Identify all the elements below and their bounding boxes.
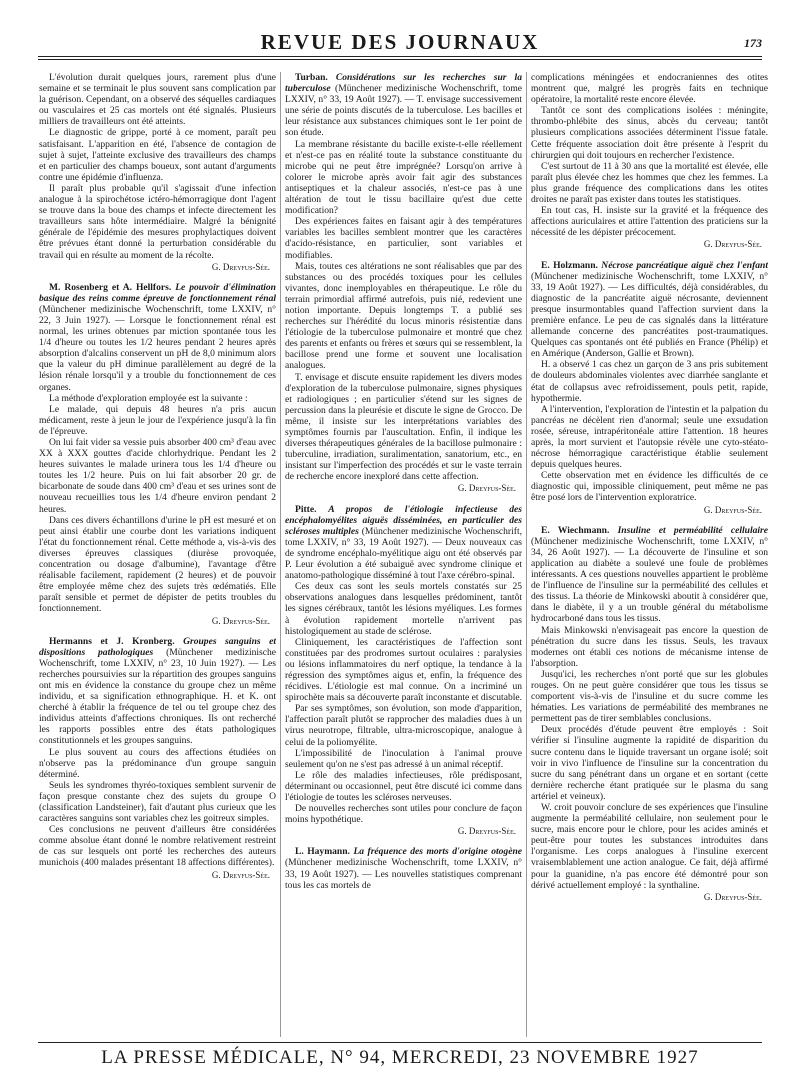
paragraph: En tout cas, H. insiste sur la gravité et la fréquence des affections auriculaires et attire l'attention des praticiens sur la nécessité de les dépister précocement. bbox=[531, 205, 768, 239]
paragraph: W. croit pouvoir conclure de ses expériences que l'insuline augmente la perméabilité cellulaire, non seulement pour le sucre, mais encore pour le chlore, pour les acides aminés et peut-être pour toutes les substances introduites dans l'organisme. Les corps analogues à l'insuline exercent vraisemblablement une action analogue. Ce fait, déjà affirmé pour la guanidine, n'a pas encore été démontré pour son dérivé actuellement employé : la synthaline. bbox=[531, 802, 768, 891]
article-author: M. Rosenberg et A. Hellfors. bbox=[49, 281, 172, 293]
article-title: A propos de l'étiologie infectieuse des encéphalomyélites aiguës disséminées, en particulier des scléroses multiples bbox=[285, 503, 522, 537]
article-wiechmann bbox=[531, 525, 768, 903]
paragraph: complications méningées et endocraniennes des otites montrent que, malgré les progrès faits en technique opératoire, la mortalité reste encore élevée. bbox=[531, 72, 768, 106]
article-body: (Münchener medizinische Wochenschrift, tome LXXIV, n° 33, 19 Août 1927). — Les difficultés, déjà considérables, du diagnostic de la pancréatite aiguë nécrosante, deviennent presque insurmontables quand l'affection survient dans la première enfance. Le peu de cas signalés dans la littérature allemande concerne des pancréatites post-traumatiques. Quelques cas spontanés ont été publiés en France (Phélip) et en Amérique (Anderson, Gallie et Brown). bbox=[531, 270, 768, 360]
paragraph: Ces deux cas sont les seuls mortels constatés sur 25 observations analogues dans lesquelles prédominent, tantôt les signes cérébraux, tantôt les lésions myéliques. Les formes à évolution rapidement mortelle n'arrivent pas histologiquement au stade de sclérose. bbox=[285, 581, 522, 637]
article-title: Nécrose pancréatique aiguë chez l'enfant bbox=[601, 259, 768, 271]
paragraph: A l'intervention, l'exploration de l'intestin et la palpation du pancréas ne décèlent rien d'anormal; seule une exsudation rosée, séreuse, intrapéritonéale attire l'attention. 18 heures après, la mort survient et l'autopsie révèle une cyto-stéato-nécrose hémorragique caractéristique établie seulement depuis quelques heures. bbox=[531, 403, 768, 471]
column-1 bbox=[39, 72, 276, 1037]
paragraph: Le diagnostic de grippe, porté à ce moment, paraît peu satisfaisant. L'apparition en été, l'absence de contagion de sujet à sujet, l'atteinte exclusive des travailleurs des champs et en particulier des champs boueux, sont autant d'arguments contre une épidémie d'influenza. bbox=[39, 127, 276, 183]
article-title: Groupes sanguins et dispositions pathologiques bbox=[39, 635, 276, 658]
article-author: Turban. bbox=[295, 72, 328, 83]
paragraph: Le malade, qui depuis 48 heures n'a pris aucun médicament, reste à jeun le jour de l'expérience jusqu'à la fin de l'épreuve. bbox=[39, 403, 276, 437]
article-body: (Münchener medizinische Wochenschrift, tome LXXIV, n° 33, 19 Août 1927). — Les nouvelles statistiques comprenant tous les cas mortels de bbox=[285, 857, 522, 891]
article-body: (Münchener medizinische Wochenschrift, tome LXXIV, n° 33, 19 Août 1927). — Deux nouveaux cas de syndrome encéphalo-myélitique aigu ont été observés par P. Leur évolution a été subaiguë avec syndrome clinique et anatomo-pathologique disséminé à tout l'axe cérébro-spinal. bbox=[285, 525, 522, 582]
paragraph: Le rôle des maladies infectieuses, rôle prédisposant, déterminant ou occasionnel, peut être discuté ici comme dans l'étiologie de toutes les scléroses nerveuses. bbox=[285, 769, 522, 803]
header-rule-thin bbox=[38, 59, 762, 60]
signature: G. Dreyfus-Sée. bbox=[211, 615, 270, 626]
signature: G. Dreyfus-Sée. bbox=[211, 869, 270, 880]
paragraph: Cette observation met en évidence les difficultés de ce diagnostic qui, impossible cliniquement, peut même ne pas être posé lors de l'intervention exploratrice. bbox=[531, 470, 768, 504]
paragraph: Deux procédés d'étude peuvent être employés : Soit vérifier si l'insuline augmente la rapidité de disparition du sucre contenu dans le liquide traversant un organe isolé; soit voir in vivo l'influence de l'insuline sur la concentration du sucre du sang pénétrant dans un organe et en sortant (cette dernière recherche étant pratiquée sur le plasma du sang artériel et veineux). bbox=[531, 724, 768, 802]
paragraph: H. a observé 1 cas chez un garçon de 3 ans pris subitement de douleurs abdominales violentes avec diarrhée sanglante et état de collapsus avec refroidissement, pouls petit, rapide, hypothermie. bbox=[531, 359, 768, 404]
column-3 bbox=[531, 72, 768, 1037]
paragraph: Il paraît plus probable qu'il s'agissait d'une infection analogue à la spirochétose ictéro-hémorragique dont l'agent se trouve dans la boue des champs et infecte directement les travailleurs sans hôte intermédiaire. Malgré la bénignité générale de l'épidémie des mesures prophylactiques doivent être prévues étant donné la perturbation considérable du travail qui en résulte au moment de la récolte. bbox=[39, 182, 276, 261]
column-2 bbox=[285, 72, 522, 1037]
paragraph: Mais, toutes ces altérations ne sont réalisables que par des substances ou des procédés toxiques pour les cellules vivantes, donc inemployables en thérapeutique. Le rôle du terrain primordial affirmé autrefois, puis nié, redevient une notion importante. Depuis longtemps T. a publié ses recherches sur l'hérédité du locus minoris résistentiæ dans l'étiologie de la tuberculose pulmonaire et montré que chez des parents et enfants ou frères et sœurs qui se ressemblent, la bacillose prend une forme et souvent une localisation analogues. bbox=[285, 260, 522, 372]
paragraph: La membrane résistante du bacille existe-t-elle réellement et n'est-ce pas en réalité toute la substance constituante du microbe qui ne peut être imprégnée? Lorsqu'on arrive à colorer le microbe après avoir fait agir des substances antiseptiques et la chaleur associés, n'est-ce pas à une altération de tout le tissu bacillaire qu'est due cette modification? bbox=[285, 138, 522, 217]
article-author: L. Haymann. bbox=[295, 846, 350, 858]
article-rosenberg bbox=[39, 282, 276, 627]
article-title: Insuline et perméabilité cellulaire bbox=[617, 524, 768, 536]
paragraph: Dans ces divers échantillons d'urine le pH est mesuré et on peut ainsi établir une courbe dont les variations indiquent l'état du fonctionnement rénal. Cette méthode a, vis-à-vis des diverses épreuves classiques (diurèse provoquée, concentration ou dosage d'albumine), l'avantage d'être réalisable facilement, rapidement (2 heures) et de pouvoir être employée même chez des sujets très œdématiés. Elle paraît sensible et permet de dépister de petits troubles du fonctionnement. bbox=[39, 514, 276, 615]
article-body: (Münchener medizinische Wochenschrift, tome LXXIV, n° 23, 10 Juin 1927). — Les recherches poursuivies sur la répartition des groupes sanguins ont mis en évidence la constance du groupe chez un même individu, et sa signification ethnographique. H. et K. ont cherché à établir la fréquence de tel ou tel groupe chez des individus atteints d'affections chroniques. Ils ont recherché les rapports possibles entre des états pathologiques constitutionnels et les groupes sanguins. bbox=[39, 646, 276, 747]
column-divider bbox=[526, 72, 527, 1037]
paragraph: Jusqu'ici, les recherches n'ont porté que sur les globules rouges. On ne peut guère considérer que tous les tissus se comportent vis-à-vis de l'insuline et du sucre comme les hématies. Les variations de perméabilité des membranes ne permettent pas de tirer semblables conclusions. bbox=[531, 668, 768, 725]
paragraph: Mais Minkowski n'envisageait pas encore la question de pénétration du sucre dans les tissus. Seuls, les travaux modernes ont établi ces notions de mécanisme intense de l'absorption. bbox=[531, 624, 768, 669]
article-haymann bbox=[285, 846, 522, 890]
signature: G. Dreyfus-Sée. bbox=[457, 483, 516, 494]
article-body: (Münchener medizinische Wochenschrift, tome LXXIV, n° 33, 19 Août 1927). — T. envisage successivement une série de points discutés de la tuberculose. Les bacilles et leur résistance aux substances chimiques sont le 1er point de son étude. bbox=[285, 83, 522, 139]
paragraph: Seuls les syndromes thyréo-toxiques semblent survenir de façon presque constante chez des sujets du groupe O (classification Landsteiner), fait d'autant plus curieux que les caractères sanguins sont variables chez les goitreux simples. bbox=[39, 779, 276, 825]
column-divider bbox=[280, 72, 281, 1037]
paragraph: Cliniquement, les caractéristiques de l'affection sont constituées par des prodromes surtout oculaires : paralysies ou lésions inflammatoires du nerf optique, la tendance à la régression des symptômes aigus et, enfin, la fréquence des récidives. L'étiologie est mal connue. On a incriminé un spirochète mais sa découverte paraît inconstante et discutable. bbox=[285, 636, 522, 704]
signature: G. Dreyfus-Sée. bbox=[703, 504, 762, 515]
header-rule bbox=[38, 56, 762, 57]
article-author: Pitte. bbox=[295, 503, 317, 515]
article-holzmann bbox=[531, 260, 768, 516]
article-title: Considérations sur les recherches sur la tuberculose bbox=[285, 72, 522, 95]
journal-section-title: REVUE DES JOURNAUX bbox=[260, 30, 540, 54]
paragraph: T. envisage et discute ensuite rapidement les divers modes d'exploration de la tuberculose pulmonaire, signes physiques et radiologiques ; en particulier s'étend sur les signes de percussion dans la pleurésie et discute le signe de Grocco. De même, il insiste sur les interprétations variables des symptômes fournis par l'auscultation. Enfin, il indique les diverses thérapeutiques générales de la bacillose pulmonaire : tuberculine, irradiation, suralimentation, sanatorium, etc., en insistant sur l'imperfection des procédés et sur le vaste terrain de recherche encore inexploré dans cette affection. bbox=[285, 371, 522, 483]
article-title: La fréquence des morts d'origine otogène bbox=[353, 846, 522, 858]
footer-line: LA PRESSE MÉDICALE, N° 94, MERCREDI, 23 NOVEMBRE 1927 bbox=[101, 1047, 699, 1068]
paragraph: La méthode d'exploration employée est la suivante : bbox=[49, 392, 248, 404]
signature: G. Dreyfus-Sée. bbox=[457, 826, 516, 837]
article-title: Le pouvoir d'élimination basique des reins comme épreuve de fonctionnement rénal bbox=[39, 281, 276, 304]
article-hermanns bbox=[39, 636, 276, 881]
paragraph: Ces conclusions ne peuvent d'ailleurs être considérées comme absolue étant donné le nombre relativement restreint de cas sur lesquels ont porté les recherches des auteurs munichois (400 malades présentant 18 affections différentes). bbox=[39, 824, 276, 869]
page-number: 173 bbox=[744, 36, 762, 50]
paragraph: Tantôt ce sont des complications isolées : méningite, thrombo-phlébite des sinus, abcès du cerveau; tantôt plusieurs complications associées déterminent l'issue fatale. Cette fréquente association doit être présente à l'esprit du chirurgien qui doit toujours en rechercher l'existence. bbox=[531, 105, 768, 161]
paragraph: L'impossibilité de l'inoculation à l'animal prouve seulement qu'on ne s'est pas adressé à un animal réceptif. bbox=[285, 747, 522, 770]
running-head bbox=[0, 0, 800, 62]
article-author: E. Holzmann. bbox=[541, 259, 598, 271]
article-author: Hermanns et J. Kronberg. bbox=[49, 635, 175, 647]
article-author: E. Wiechmann. bbox=[541, 524, 610, 536]
paragraph: On lui fait vider sa vessie puis absorber 400 cm³ d'eau avec XX à XXX gouttes d'acide chlorhydrique. Pendant les 2 heures suivantes le malade urinera tous les 1/4 d'heure ou toutes les 1/2 heure. Puis on lui fait absorber 20 gr. de bicarbonate de soude dans 400 cm³ d'eau et ses urines sont de nouveau recueillies tous les 1/4 d'heure environ pendant 2 heures. bbox=[39, 437, 276, 515]
paragraph: Le plus souvent au cours des affections étudiées on n'observe pas la prédominance d'un groupe sanguin déterminé. bbox=[39, 746, 276, 780]
article-turban bbox=[285, 72, 522, 495]
signature: G. Dreyfus-Sée. bbox=[703, 239, 762, 250]
paragraph: Des expériences faites en faisant agir à des températures variables les bacilles semblent montrer que les caractères d'acido-résistance, en particulier, sont variables et modifiables. bbox=[285, 216, 522, 261]
signature: G. Dreyfus-Sée. bbox=[211, 261, 270, 272]
paragraph: L'évolution durait quelques jours, rarement plus d'une semaine et se terminait le plus souvent sans complication par la guérison. Cependant, on a observé des séquelles cardiaques ou vasculaires et 25 cas mortels ont été signalés. Plusieurs milliers de travailleurs ont été atteints. bbox=[39, 72, 276, 128]
paragraph: Par ses symptômes, son évolution, son mode d'apparition, l'affection paraît plutôt se rapprocher des maladies dues à un virus neurotrope, filtrable, ultra-microscopique, analogue à celui de la poliomyélite. bbox=[285, 703, 522, 748]
footer-rule bbox=[38, 1042, 762, 1043]
paragraph: De nouvelles recherches sont utiles pour conclure de façon moins hypothétique. bbox=[285, 803, 522, 826]
article-body: (Münchener medizinische Wochenschrift, tome LXXIV, n° 22, 3 Juin 1927). — Lorsque le fonctionnement rénal est normal, les urines obtenues par miction spontanée tous les 1/4 d'heure ou toutes les 1/2 heures pendant 2 heures après absorption d'alcalins conservent un pH de 8,0 minimum alors que la valeur du pH diminue parallèlement au degré de la lésion rénale lorsqu'il y a trouble du fonctionnement de ces organes. bbox=[39, 303, 276, 393]
signature: G. Dreyfus-Sée. bbox=[703, 891, 762, 902]
article-body: (Münchener medizinische Wochenschrift, tome LXXIV, n° 34, 26 Août 1927). — La découverte de l'insuline et son application au diabète a soulevé une foule de problèmes intéressants. A ces questions nouvelles appartient le problème de l'influence de l'insuline sur la perméabilité des cellules et des tissus. La théorie de Minkowski aboutit à considérer que, dans le diabète, il y a un trouble général du métabolisme hydrocarboné dans tous les tissus. bbox=[531, 535, 768, 625]
paragraph: C'est surtout de 11 à 30 ans que la mortalité est élevée, elle paraît plus élevée chez les hommes que chez les femmes. La plus grande fréquence des complications dans les otites droites ne paraît pas exister dans toutes les statistiques. bbox=[531, 160, 768, 206]
article-pitte bbox=[285, 504, 522, 838]
